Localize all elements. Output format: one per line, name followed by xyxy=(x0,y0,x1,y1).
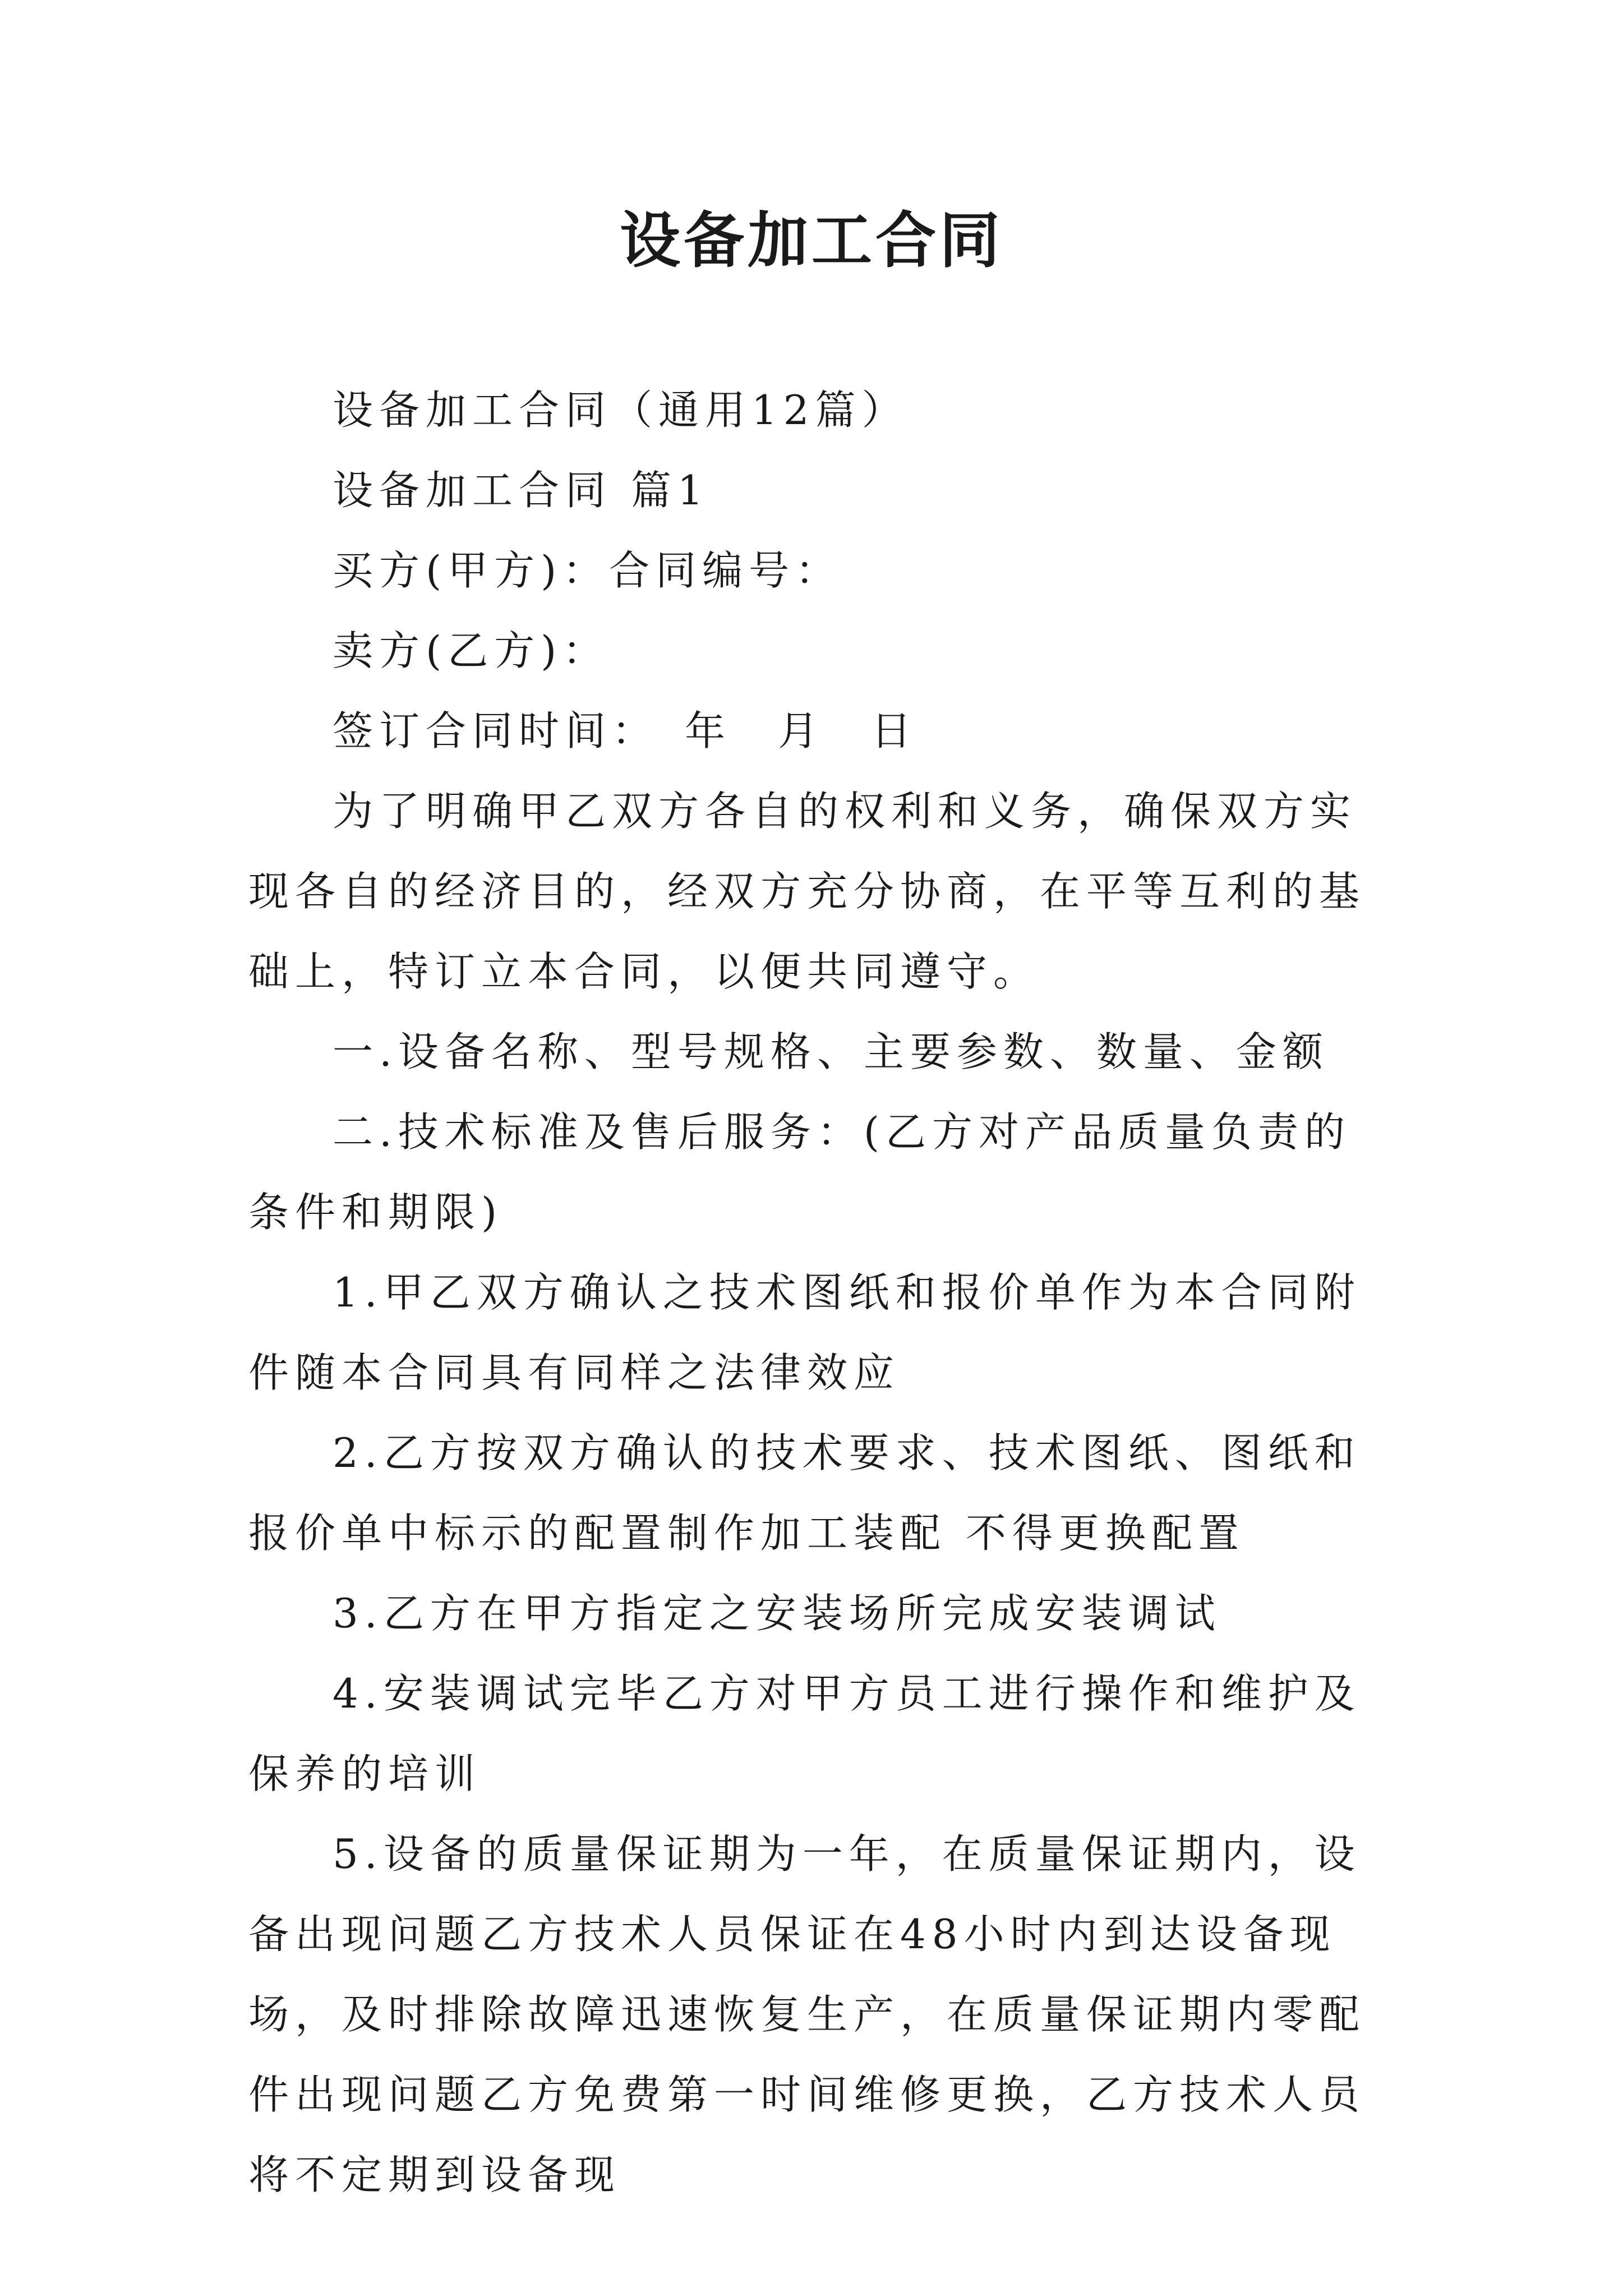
paragraph-preamble: 为了明确甲乙双方各自的权利和义务，确保双方实现各自的经济目的，经双方充分协商，在平等互利的基础上，特订立本合同，以便共同遵守。 xyxy=(248,788,1366,995)
paragraph-item-1: 1.甲乙双方确认之技术图纸和报价单作为本合同附件随本合同具有同样之法律效应 xyxy=(248,1269,1361,1396)
paragraph-item-2: 2.乙方按双方确认的技术要求、技术图纸、图纸和报价单中标示的配置制作加工装配 不得更换配置 xyxy=(248,1429,1361,1557)
paragraph-item-3: 3.乙方在甲方指定之安装场所完成安装调试 xyxy=(333,1590,1221,1637)
paragraph-signing-date: 签订合同时间： 年 月 日 xyxy=(333,707,918,754)
paragraph-item-5: 5.设备的质量保证期为一年，在质量保证期内，设备出现问题乙方技术人员保证在48小时内到达设备现场，及时排除故障迅速恢复生产，在质量保证期内零配件出现问题乙方免费第一时间维修更换，乙方技术人员将不定期到设备现 xyxy=(248,1830,1366,2198)
paragraph-clause-1: 一.设备名称、型号规格、主要参数、数量、金额 xyxy=(333,1028,1329,1075)
document-title: 设备加工合同 xyxy=(619,206,1003,276)
paragraph-subtitle: 设备加工合同（通用12篇） xyxy=(333,386,909,434)
paragraph-seller: 卖方(乙方)： xyxy=(333,627,610,674)
paragraph-item-4: 4.安装调试完毕乙方对甲方员工进行操作和维护及保养的培训 xyxy=(248,1670,1361,1797)
paragraph-buyer: 买方(甲方)：合同编号： xyxy=(333,547,842,594)
paragraph-section-heading: 设备加工合同 篇1 xyxy=(333,467,709,514)
paragraph-clause-2: 二.技术标准及售后服务：(乙方对产品质量负责的条件和期限) xyxy=(248,1108,1351,1236)
document-body xyxy=(248,370,1387,2215)
